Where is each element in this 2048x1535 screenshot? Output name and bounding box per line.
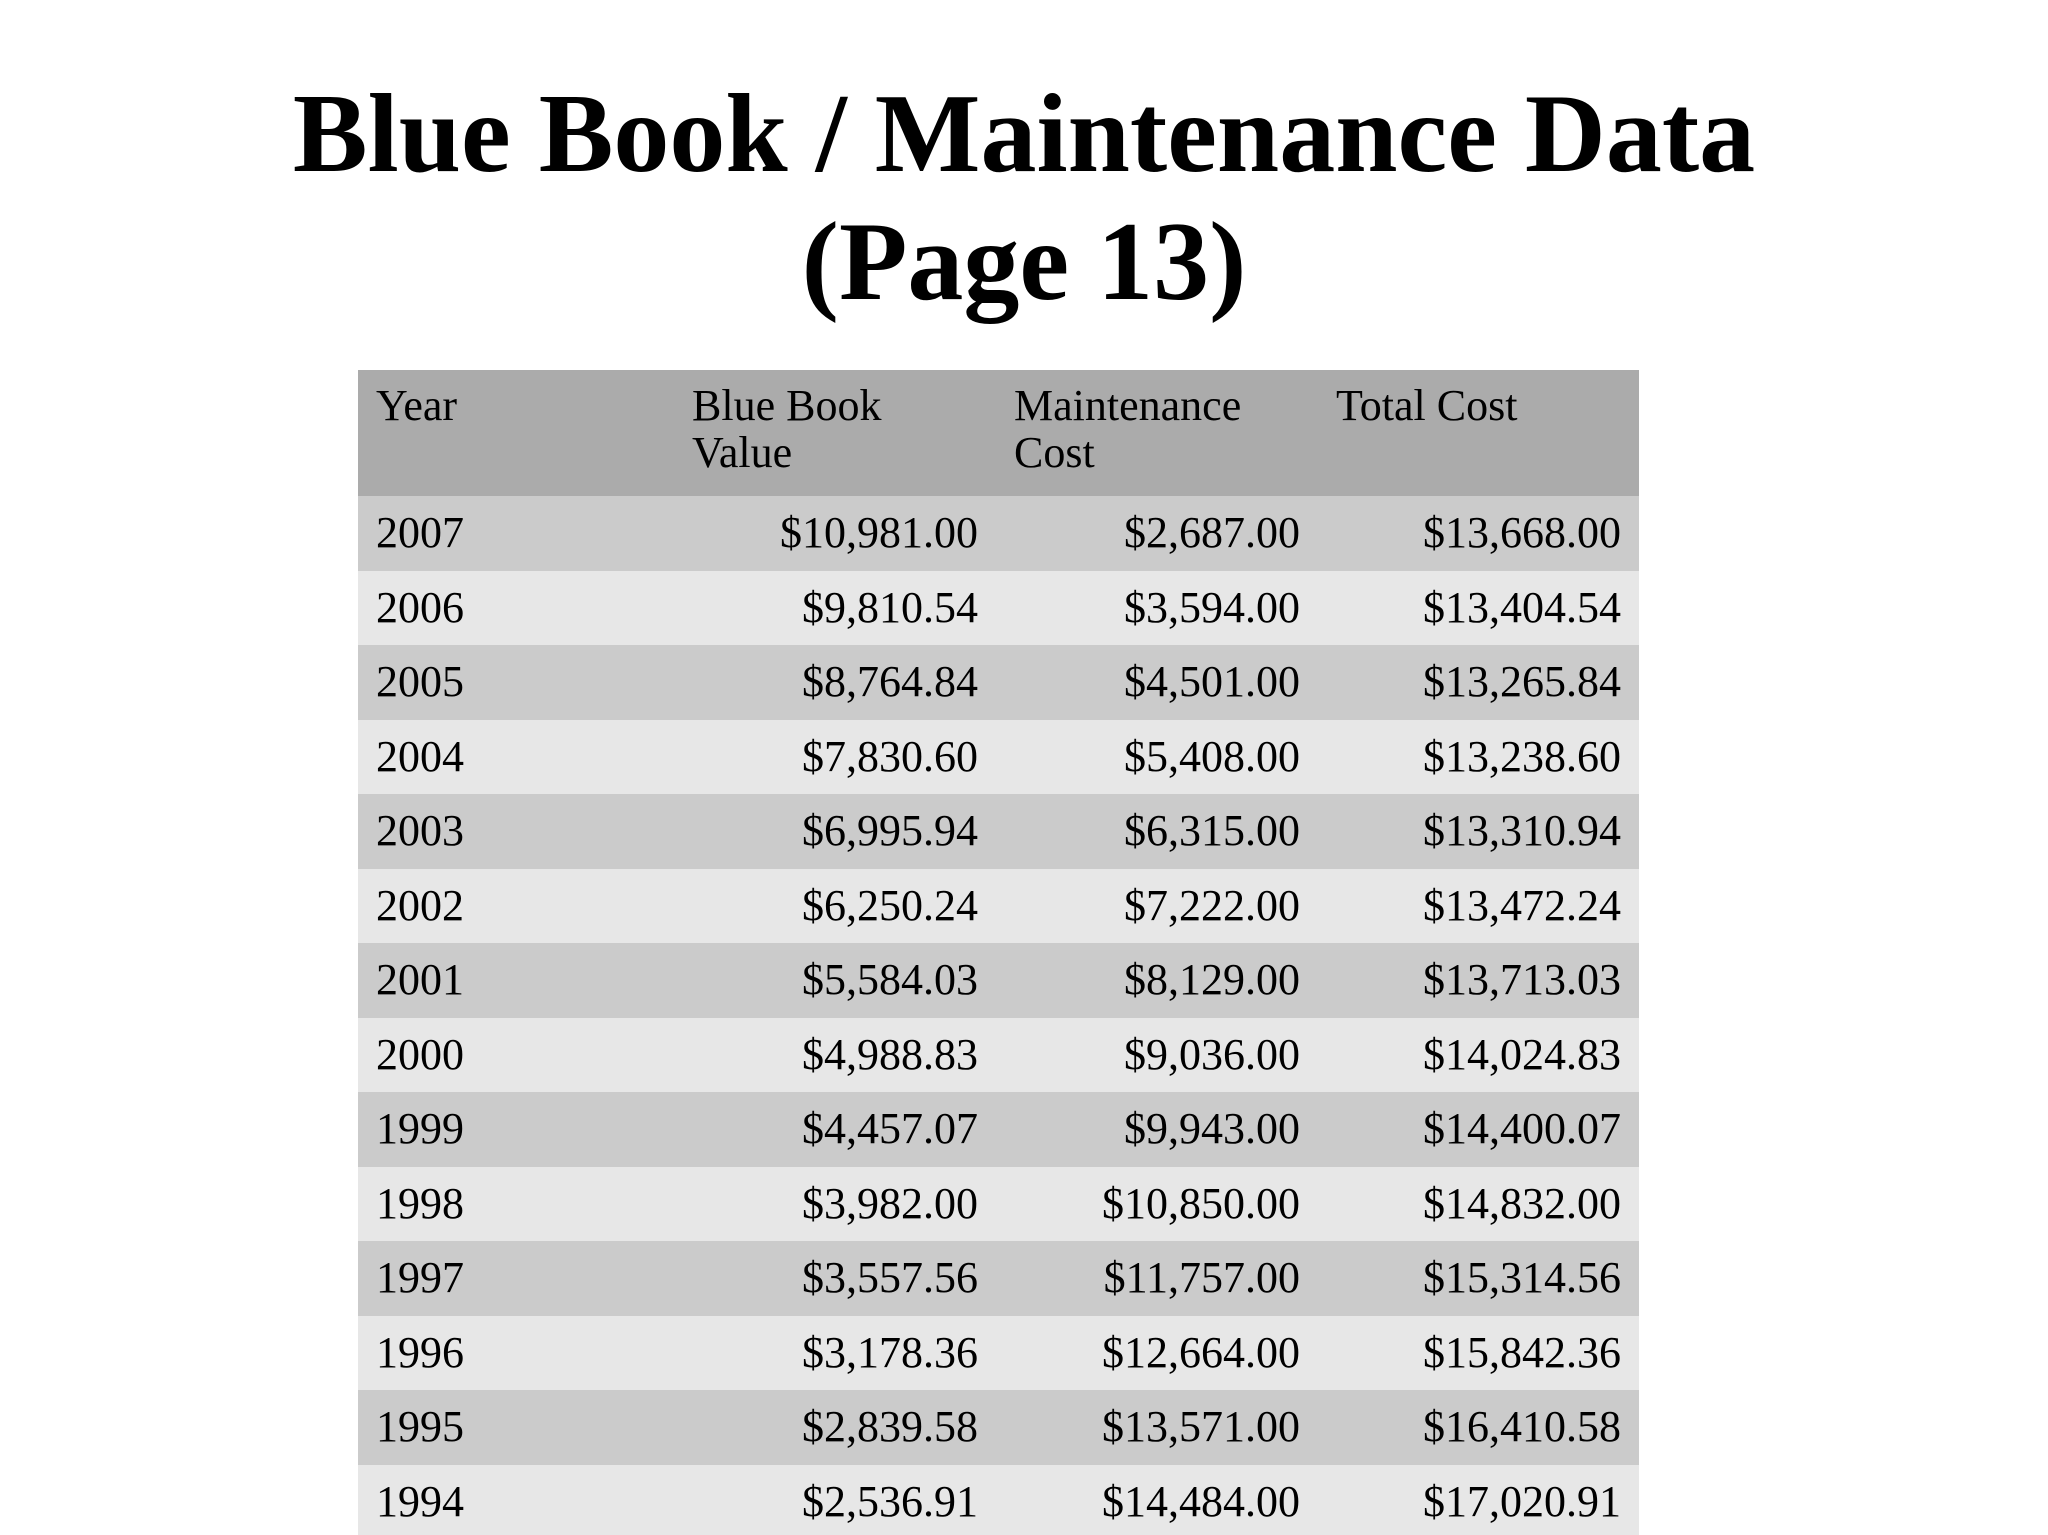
year-cell: 2003 [358, 794, 674, 869]
total-cost-cell: $13,265.84 [1318, 645, 1639, 720]
maintenance-cost-cell: $12,664.00 [996, 1316, 1318, 1391]
table-row [358, 1241, 1639, 1316]
table-row [358, 1316, 1639, 1391]
header-maintenance-line-1: Maintenance [1014, 381, 1242, 430]
header-row [358, 370, 1639, 496]
title-line-1: Blue Book / Maintenance Data [292, 72, 1756, 196]
table-row [358, 720, 1639, 795]
data-table [358, 370, 1639, 1535]
title-line-2: (Page 13) [801, 200, 1247, 324]
header-total-label: Total Cost [1336, 381, 1518, 430]
table-row [358, 1092, 1639, 1167]
maintenance-cost-cell: $4,501.00 [996, 645, 1318, 720]
blue-book-value-cell: $4,457.07 [674, 1092, 996, 1167]
year-cell: 1999 [358, 1092, 674, 1167]
page-title [0, 70, 2048, 326]
maintenance-cost-cell: $7,222.00 [996, 869, 1318, 944]
year-cell: 2004 [358, 720, 674, 795]
year-cell: 2000 [358, 1018, 674, 1093]
header-year [358, 370, 674, 496]
table-row [358, 496, 1639, 571]
blue-book-value-cell: $10,981.00 [674, 496, 996, 571]
blue-book-value-cell: $3,982.00 [674, 1167, 996, 1242]
total-cost-cell: $13,310.94 [1318, 794, 1639, 869]
total-cost-cell: $17,020.91 [1318, 1465, 1639, 1535]
year-cell: 2002 [358, 869, 674, 944]
total-cost-cell: $13,668.00 [1318, 496, 1639, 571]
header-year-label: Year [376, 381, 458, 430]
header-blue-book-value [674, 370, 996, 496]
year-cell: 1996 [358, 1316, 674, 1391]
year-cell: 2001 [358, 943, 674, 1018]
maintenance-cost-cell: $9,943.00 [996, 1092, 1318, 1167]
table-row [358, 571, 1639, 646]
year-cell: 2007 [358, 496, 674, 571]
blue-book-value-cell: $6,995.94 [674, 794, 996, 869]
blue-book-value-cell: $3,557.56 [674, 1241, 996, 1316]
table-row [358, 1390, 1639, 1465]
blue-book-value-cell: $7,830.60 [674, 720, 996, 795]
total-cost-cell: $14,400.07 [1318, 1092, 1639, 1167]
year-cell: 1995 [358, 1390, 674, 1465]
table-row [358, 1018, 1639, 1093]
maintenance-cost-cell: $2,687.00 [996, 496, 1318, 571]
table-row [358, 1167, 1639, 1242]
header-blue-book-line-1: Blue Book [692, 381, 882, 430]
header-maintenance-line-2: Cost [1014, 428, 1095, 477]
blue-book-value-cell: $2,536.91 [674, 1465, 996, 1535]
total-cost-cell: $14,832.00 [1318, 1167, 1639, 1242]
table-row [358, 794, 1639, 869]
maintenance-cost-cell: $13,571.00 [996, 1390, 1318, 1465]
total-cost-cell: $13,238.60 [1318, 720, 1639, 795]
blue-book-value-cell: $2,839.58 [674, 1390, 996, 1465]
blue-book-value-cell: $8,764.84 [674, 645, 996, 720]
table-row [358, 1465, 1639, 1535]
total-cost-cell: $13,713.03 [1318, 943, 1639, 1018]
total-cost-cell: $16,410.58 [1318, 1390, 1639, 1465]
blue-book-value-cell: $9,810.54 [674, 571, 996, 646]
year-cell: 2005 [358, 645, 674, 720]
header-total-cost [1318, 370, 1639, 496]
blue-book-value-cell: $6,250.24 [674, 869, 996, 944]
maintenance-cost-cell: $14,484.00 [996, 1465, 1318, 1535]
year-cell: 2006 [358, 571, 674, 646]
table-row [358, 869, 1639, 944]
maintenance-cost-cell: $11,757.00 [996, 1241, 1318, 1316]
total-cost-cell: $15,842.36 [1318, 1316, 1639, 1391]
maintenance-cost-cell: $3,594.00 [996, 571, 1318, 646]
blue-book-value-cell: $4,988.83 [674, 1018, 996, 1093]
blue-book-value-cell: $3,178.36 [674, 1316, 996, 1391]
blue-book-value-cell: $5,584.03 [674, 943, 996, 1018]
total-cost-cell: $15,314.56 [1318, 1241, 1639, 1316]
maintenance-cost-cell: $8,129.00 [996, 943, 1318, 1018]
year-cell: 1997 [358, 1241, 674, 1316]
table-body [358, 496, 1639, 1535]
year-cell: 1998 [358, 1167, 674, 1242]
maintenance-cost-cell: $9,036.00 [996, 1018, 1318, 1093]
header-blue-book-line-2: Value [692, 428, 793, 477]
maintenance-cost-cell: $6,315.00 [996, 794, 1318, 869]
total-cost-cell: $14,024.83 [1318, 1018, 1639, 1093]
total-cost-cell: $13,404.54 [1318, 571, 1639, 646]
header-maintenance-cost [996, 370, 1318, 496]
year-cell: 1994 [358, 1465, 674, 1535]
table-row [358, 943, 1639, 1018]
maintenance-cost-cell: $10,850.00 [996, 1167, 1318, 1242]
total-cost-cell: $13,472.24 [1318, 869, 1639, 944]
maintenance-cost-cell: $5,408.00 [996, 720, 1318, 795]
table-row [358, 645, 1639, 720]
table-header [358, 370, 1639, 496]
